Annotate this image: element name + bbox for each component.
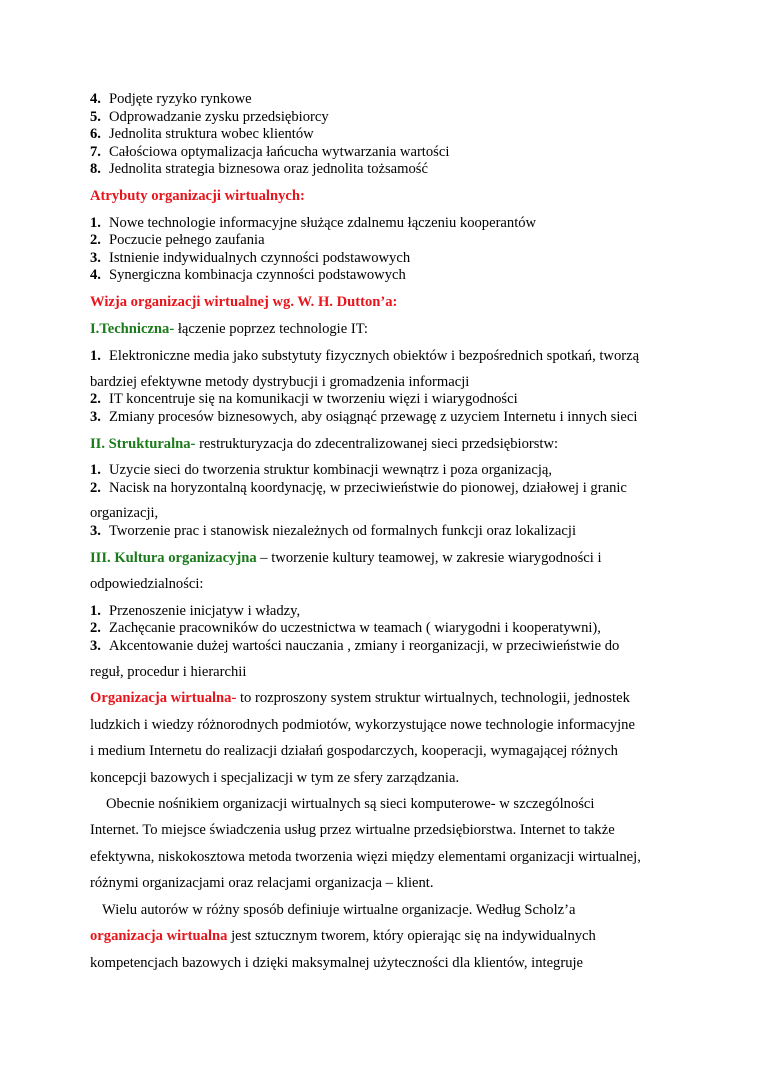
subsection-structural: II. Strukturalna- restrukturyzacja do zdecentralizowanej sieci przedsiębiorstw:	[90, 436, 559, 452]
paragraph-line: Obecnie nośnikiem organizacji wirtualnych są sieci komputerowe- w szczególności	[106, 796, 595, 812]
paragraph-line: Wielu autorów w różny sposób definiuje wirtualne organizacje. Według Scholz’a	[102, 902, 576, 918]
list-item: 2. IT koncentruje się na komunikacji w tworzeniu więzi i wiarygodności	[90, 391, 518, 407]
paragraph-line: efektywna, niskokosztowa metoda tworzenia więzi między elementami organizacji wirtualnej,	[90, 849, 641, 865]
list-item: 2. Poczucie pełnego zaufania	[90, 232, 265, 248]
list-item: 4. Synergiczna kombinacja czynności podstawowych	[90, 267, 406, 283]
definition-line: koncepcji bazowych i specjalizacji w tym ze sfery zarządzania.	[90, 770, 460, 786]
list-item: 2. Nacisk na horyzontalną koordynację, w przeciwieństwie do pionowej, działowej i granic	[90, 480, 627, 496]
definition-line: i medium Internetu do realizacji działań gospodarczych, kooperacji, wymagającej różnych	[90, 743, 618, 759]
list-item: 2. Zachęcanie pracowników do uczestnictwa w teamach ( wiarygodni i kooperatywni),	[90, 620, 601, 636]
list-item: 1. Elektroniczne media jako substytuty fizycznych obiektów i bezpośrednich spotkań, tworzą	[90, 348, 640, 364]
list-item: 1. Uzycie sieci do tworzenia struktur kombinacji wewnątrz i poza organizacją,	[90, 462, 553, 478]
definition-line: Organizacja wirtualna- to rozproszony system struktur wirtualnych, technologii, jednostek	[90, 690, 630, 706]
subsection-culture: III. Kultura organizacyjna – tworzenie kultury teamowej, w zakresie wiarygodności i	[90, 550, 602, 566]
list-item: 6. Jednolita struktura wobec klientów	[90, 126, 314, 142]
list-item: 4. Podjęte ryzyko rynkowe	[90, 91, 252, 107]
paragraph-line: Internet. To miejsce świadczenia usług przez wirtualne przedsiębiorstwa. Internet to także	[90, 822, 615, 838]
list-item: 8. Jednolita strategia biznesowa oraz jednolita tożsamość	[90, 161, 428, 177]
subsection-technical: I.Techniczna- łączenie poprzez technologie IT:	[90, 321, 368, 337]
section-heading-vision: Wizja organizacji wirtualnej wg. W. H. Dutton’a:	[90, 294, 398, 310]
list-item-continuation: bardziej efektywne metody dystrybucji i gromadzenia informacji	[90, 374, 470, 390]
paragraph-line: organizacja wirtualna jest sztucznym tworem, który opierając się na indywidualnych	[90, 928, 596, 944]
list-item: 3. Istnienie indywidualnych czynności podstawowych	[90, 250, 411, 266]
list-item: 3. Akcentowanie dużej wartości nauczania , zmiany i reorganizacji, w przeciwieństwie do	[90, 638, 620, 654]
list-item: 5. Odprowadzanie zysku przedsiębiorcy	[90, 109, 329, 125]
section-heading-attributes: Atrybuty organizacji wirtualnych:	[90, 188, 305, 204]
list-item: 1. Przenoszenie inicjatyw i władzy,	[90, 603, 301, 619]
paragraph-line: kompetencjach bazowych i dzięki maksymalnej użyteczności dla klientów, integruje	[90, 955, 584, 971]
list-item-continuation: reguł, procedur i hierarchii	[90, 664, 247, 680]
list-item: 1. Nowe technologie informacyjne służące zdalnemu łączeniu kooperantów	[90, 215, 537, 231]
list-item: 3. Zmiany procesów biznesowych, aby osiągnąć przewagę z uzyciem Internetu i innych sieci	[90, 409, 638, 425]
subsection-culture-continuation: odpowiedzialności:	[90, 576, 204, 592]
list-item: 7. Całościowa optymalizacja łańcucha wytwarzania wartości	[90, 144, 450, 160]
list-item-continuation: organizacji,	[90, 505, 159, 521]
paragraph-line: różnymi organizacjami oraz relacjami organizacja – klient.	[90, 875, 434, 891]
list-item: 3. Tworzenie prac i stanowisk niezależnych od formalnych funkcji oraz lokalizacji	[90, 523, 576, 539]
definition-line: ludzkich i wiedzy różnorodnych podmiotów, wykorzystujące nowe technologie informacyjne	[90, 717, 635, 733]
